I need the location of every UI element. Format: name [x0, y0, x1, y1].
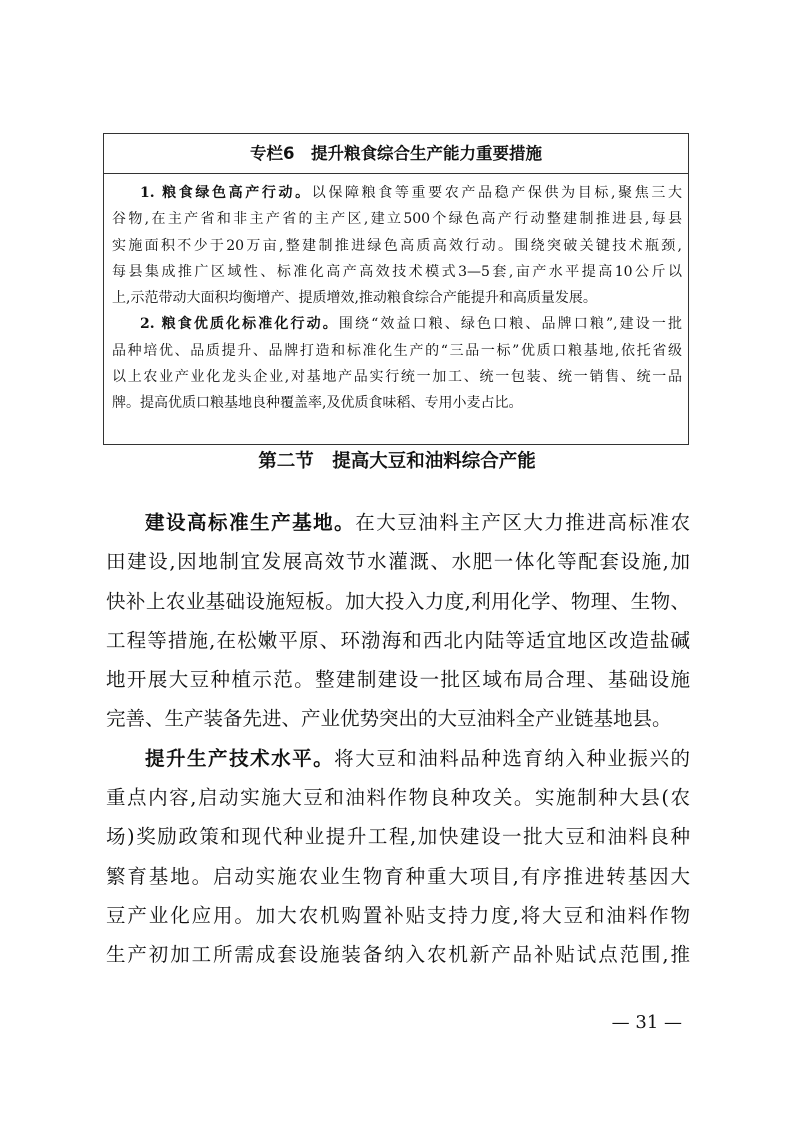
box-item-2-line: 品种培优、品质提升、品牌打造和标准化生产的“三品一标”优质口粮基地,依托省级: [112, 342, 682, 359]
paragraph-2-line: 提升生产技术水平。将大豆和油料品种选育纳入种业振兴的: [145, 746, 690, 770]
paragraph-1-line: 地开展大豆种植示范。整建制建设一批区域布局合理、基础设施: [106, 668, 690, 692]
paragraph-2-line: 场)奖励政策和现代种业提升工程,加快建设一批大豆和油料良种: [106, 825, 690, 849]
box-item-2-lead: 2. 粮食优质化标准化行动。: [140, 316, 339, 333]
page-number: — 31 —: [611, 1012, 682, 1033]
paragraph-2-line: 生产初加工所需成套设施装备纳入农机新产品补贴试点范围,推: [106, 943, 690, 967]
paragraph-1-line: 完善、生产装备先进、产业优势突出的大豆油料全产业链基地县。: [106, 707, 672, 731]
paragraph-1-line: 田建设,因地制宜发展高效节水灌溉、水肥一体化等配套设施,加: [106, 550, 690, 574]
section-title: 第二节 提高大豆和油料综合产能: [258, 451, 536, 472]
paragraph-2-line: 豆产业化应用。加大农机购置补贴支持力度,将大豆和油料作物: [106, 903, 690, 927]
body-text: [106, 503, 690, 975]
box-item-1-line: 实施面积不少于20万亩,整建制推进绿色高质高效行动。围绕突破关键技术瓶颈,: [112, 237, 682, 254]
box-item-2-line: 以上农业产业化龙头企业,对基地产品实行统一加工、统一包装、统一销售、统一品: [112, 369, 682, 386]
box-item-1-line: 上,示范带动大面积均衡增产、提质增效,推动粮食综合产能提升和高质量发展。: [112, 290, 597, 307]
paragraph-1-line: 快补上农业基础设施短板。加大投入力度,利用化学、物理、生物、: [106, 589, 690, 613]
column-box-title: 专栏6 提升粮食综合生产能力重要措施: [104, 134, 688, 174]
paragraph-1-line: 建设高标准生产基地。在大豆油料主产区大力推进高标准农: [145, 511, 690, 534]
box-item-2-line: 2. 粮食优质化标准化行动。围绕“效益口粮、绿色口粮、品牌口粮”,建设一批: [140, 316, 682, 333]
column-box: [103, 133, 689, 445]
box-item-2-line: 牌。提高优质口粮基地良种覆盖率,及优质食味稻、专用小麦占比。: [112, 395, 523, 412]
box-item-1-lead: 1. 粮食绿色高产行动。: [140, 185, 312, 201]
box-item-1-line: 每县集成推广区域性、标准化高产高效技术模式3—5套,亩产水平提高10公斤以: [112, 263, 682, 280]
paragraph-1-lead: 建设高标准生产基地。: [145, 511, 356, 534]
box-item-1-line: 谷物,在主产省和非主产省的主产区,建立500个绿色高产行动整建制推进县,每县: [112, 211, 682, 228]
paragraph-2-lead: 提升生产技术水平。: [145, 746, 335, 770]
box-item-1-line: 1. 粮食绿色高产行动。以保障粮食等重要农产品稳产保供为目标,聚焦三大: [140, 185, 682, 201]
paragraph-1-line: 工程等措施,在松嫩平原、环渤海和西北内陆等适宜地区改造盐碱: [106, 628, 690, 652]
paragraph-2-line: 繁育基地。启动实施农业生物育种重大项目,有序推进转基因大: [106, 864, 690, 888]
paragraph-2-line: 重点内容,启动实施大豆和油料作物良种攻关。实施制种大县(农: [106, 786, 690, 810]
column-box-body: [104, 174, 688, 417]
